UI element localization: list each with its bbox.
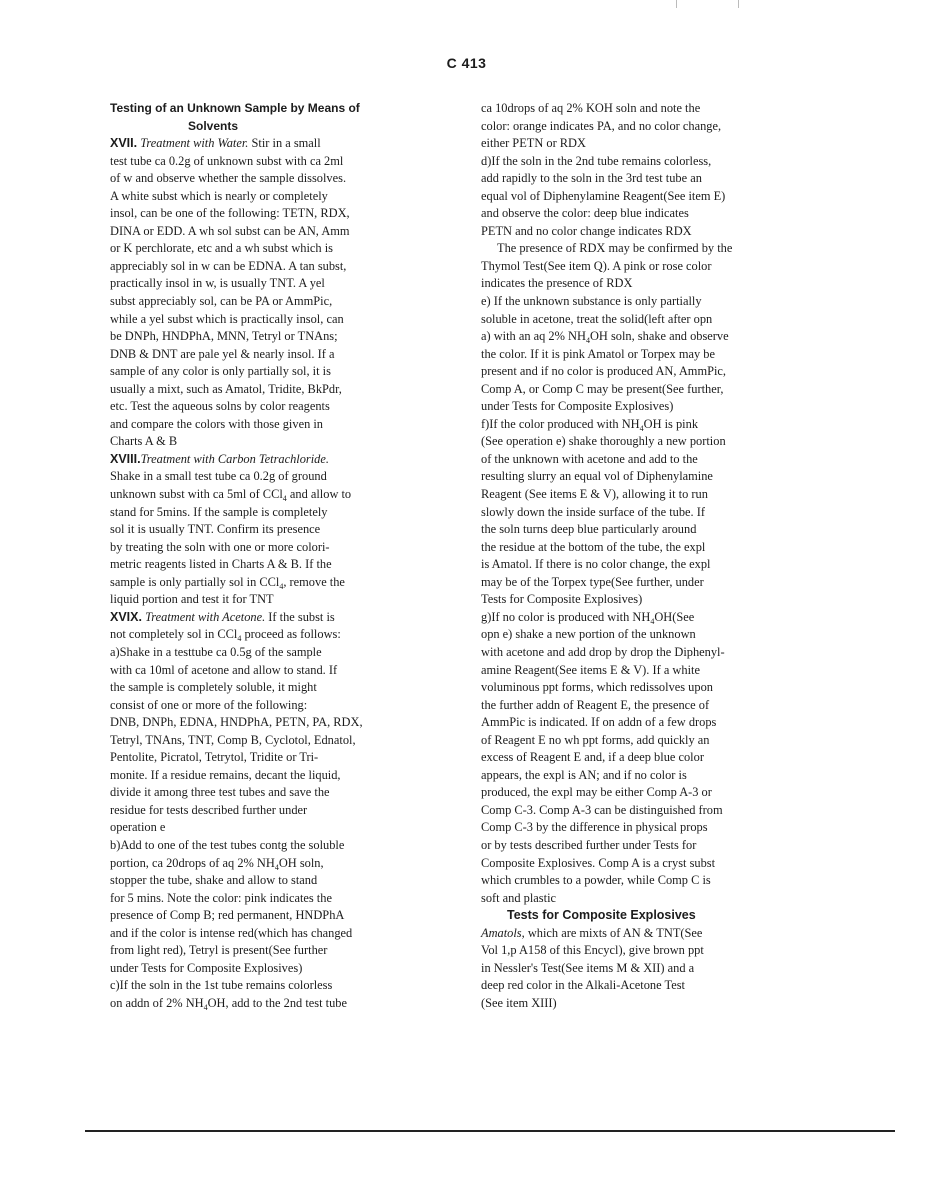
paragraph-line: is Amatol. If there is no color change, the expl — [481, 557, 711, 572]
paragraph-line: AmmPic is indicated. If on addn of a few drops — [481, 715, 717, 730]
paragraph-line: on addn of 2% $NH_4OH$, add to the 2nd test tube — [110, 995, 347, 1012]
paragraph-line: appreciably sol in w can be EDNA. A tan subst, — [110, 258, 347, 273]
roman-numeral: XVII. — [110, 136, 138, 151]
paragraph-line: under Tests for Composite Explosives) — [110, 960, 303, 975]
paragraph-line: may be of the Torpex type(See further, under — [481, 574, 704, 589]
paragraph-line: XVIX. Treatment with Acetone. If the subst is — [110, 609, 335, 624]
paragraph-line: PETN and no color change indicates RDX — [481, 223, 692, 238]
paragraph-line: Pentolite, Picratol, Tetrytol, Tridite or Tri- — [110, 750, 319, 765]
page-number: C 413 — [446, 55, 487, 71]
paragraph-line: voluminous ppt forms, which redissolves upon — [481, 680, 713, 695]
paragraph-line: Reagent (See items E & V), allowing it to run — [481, 487, 708, 502]
paragraph-line: Thymol Test(See item Q). A pink or rose color — [481, 258, 712, 273]
paragraph-line: and observe the color: deep blue indicates — [481, 206, 689, 221]
treatment-title: Treatment with Acetone. — [145, 609, 266, 624]
footer-rule — [85, 1130, 895, 1132]
treatment-title: Treatment with Carbon Tetrachloride. — [140, 451, 329, 466]
paragraph-line: the residue at the bottom of the tube, the expl — [481, 539, 706, 554]
treatment-title: Treatment with Water. — [140, 136, 249, 151]
paragraph-line: soluble in acetone, treat the solid(left after opn — [481, 311, 713, 326]
paragraph-line: present and if no color is produced AN, AmmPic, — [481, 364, 727, 379]
paragraph-line: for 5 mins. Note the color: pink indicates the — [110, 890, 332, 905]
section-heading-cont: Solvents — [188, 118, 239, 133]
paragraph-line: under Tests for Composite Explosives) — [481, 399, 674, 414]
paragraph-line: sol it is usually TNT. Confirm its presence — [110, 522, 321, 537]
term: Amatols, — [481, 925, 525, 940]
paragraph-line: usually a mixt, such as Amatol, Tridite, BkPdr, — [110, 381, 342, 396]
paragraph-line: appears, the expl is AN; and if no color is — [481, 767, 687, 782]
paragraph-line: A white subst which is nearly or completely — [110, 188, 328, 203]
paragraph-line: opn e) shake a new portion of the unknown — [481, 627, 696, 642]
paragraph-line: the soln turns deep blue particularly around — [481, 522, 697, 537]
paragraph-line: a) with an aq 2% $NH_4OH$ soln, shake and observe — [481, 329, 729, 346]
paragraph-line: d)If the soln in the 2nd tube remains colorless, — [481, 153, 712, 168]
paragraph-line: XVII. Treatment with Water. Stir in a small — [110, 136, 321, 151]
paragraph-line: of the unknown with acetone and add to the — [481, 451, 698, 466]
paragraph-line: unknown subst with ca 5ml of CCl$_4$ and allow to — [110, 487, 352, 504]
paragraph-line: sample is only partially sol in CCl$_4$, remove the — [110, 574, 345, 591]
paragraph-line: be DNPh, HNDPhA, MNN, Tetryl or TNAns; — [110, 329, 338, 344]
paragraph-line: equal vol of Diphenylamine Reagent(See item E) — [481, 188, 726, 203]
paragraph-line: test tube ca 0.2g of unknown subst with ca 2ml — [110, 153, 344, 168]
paragraph-line: of Reagent E no wh ppt forms, add quickly an — [481, 732, 710, 747]
paragraph-line: DINA or EDD. A wh sol subst can be AN, Amm — [110, 223, 350, 238]
paragraph-line: stand for 5mins. If the sample is completely — [110, 504, 328, 519]
section-heading: Testing of an Unknown Sample by Means of — [110, 101, 360, 115]
paragraph-line: produced, the expl may be either Comp A-3 or — [481, 785, 712, 800]
paragraph-line: The presence of RDX may be confirmed by the — [497, 241, 733, 256]
paragraph-line: while a yel subst which is practically insol, can — [110, 311, 344, 326]
roman-numeral: XVIII. — [110, 451, 141, 466]
paragraph-line: liquid portion and test it for TNT — [110, 592, 274, 607]
paragraph-line: either PETN or RDX — [481, 136, 586, 151]
paragraph-line: indicates the presence of RDX — [481, 276, 633, 291]
paragraph-line: which crumbles to a powder, while Comp C is — [481, 873, 711, 888]
paragraph-line: amine Reagent(See items E & V). If a white — [481, 662, 700, 677]
paragraph-line: of w and observe whether the sample dissolves. — [110, 171, 347, 186]
paragraph-line: Composite Explosives. Comp A is a cryst subst — [481, 855, 716, 870]
paragraph-line: by treating the soln with one or more colori- — [110, 539, 330, 554]
paragraph-line: g)If no color is produced with $NH_4OH(See$ — [481, 609, 695, 626]
paragraph-line: insol, can be one of the following: TETN, RDX, — [110, 206, 350, 221]
paragraph-line: the color. If it is pink Amatol or Torpex may be — [481, 346, 715, 361]
paragraph-line: color: orange indicates PA, and no color change, — [481, 118, 722, 133]
paragraph-line: Tetryl, TNAns, TNT, Comp B, Cyclotol, Ednatol, — [110, 732, 356, 747]
paragraph-line: sample of any color is only partially sol, it is — [110, 364, 331, 379]
paragraph-line: b)Add to one of the test tubes contg the soluble — [110, 837, 345, 852]
paragraph-line: the sample is completely soluble, it might — [110, 680, 317, 695]
paragraph-line: consist of one or more of the following: — [110, 697, 308, 712]
paragraph-line: operation e — [110, 820, 166, 835]
paragraph-line: with ca 10ml of acetone and allow to stand. If — [110, 662, 338, 677]
paragraph-line: c)If the soln in the 1st tube remains colorless — [110, 978, 333, 993]
paragraph-line: e) If the unknown substance is only partially — [481, 294, 702, 309]
roman-numeral: XVIX. — [110, 609, 142, 624]
paragraph-line: with acetone and add drop by drop the Diphenyl- — [481, 644, 725, 659]
paragraph-line: and if the color is intense red(which has changed — [110, 925, 353, 940]
paragraph-line: practically insol in w, is usually TNT. A yel — [110, 276, 325, 291]
paragraph-line: metric reagents listed in Charts A & B. If the — [110, 557, 332, 572]
paragraph-line: deep red color in the Alkali-Acetone Test — [481, 978, 685, 993]
paragraph-line: Shake in a small test tube ca 0.2g of ground — [110, 469, 327, 484]
paragraph-line: Comp C-3. Comp A-3 can be distinguished from — [481, 802, 723, 817]
paragraph-line: resulting slurry an equal vol of Diphenylamine — [481, 469, 713, 484]
paragraph-line: DNB, DNPh, EDNA, HNDPhA, PETN, PA, RDX, — [110, 715, 363, 730]
paragraph-line: Comp C-3 by the difference in physical props — [481, 820, 708, 835]
paragraph-line: stopper the tube, shake and allow to stand — [110, 873, 318, 888]
paragraph-line: not completely sol in CCl$_4$ proceed as follows: — [110, 627, 341, 644]
paragraph-line: ca 10drops of aq 2% KOH soln and note the — [481, 101, 701, 115]
paragraph-line: the further addn of Reagent E, the presence of — [481, 697, 710, 712]
subsection-heading: Tests for Composite Explosives — [507, 908, 696, 923]
paragraph-line: a)Shake in a testtube ca 0.5g of the sample — [110, 644, 322, 659]
paragraph-line: in Nessler's Test(See items M & XII) and a — [481, 960, 695, 975]
paragraph-line: excess of Reagent E and, if a deep blue color — [481, 750, 704, 765]
paragraph-line: subst appreciably sol, can be PA or AmmPic, — [110, 294, 333, 309]
paragraph-line: or by tests described further under Tests for — [481, 837, 697, 852]
paragraph-line: add rapidly to the soln in the 3rd test tube an — [481, 171, 702, 186]
paragraph-line: and compare the colors with those given in — [110, 416, 323, 431]
paragraph-line: divide it among three test tubes and save the — [110, 785, 330, 800]
paragraph-line — [110, 451, 448, 469]
left-column — [110, 100, 448, 1012]
paragraph-line: or K perchlorate, etc and a wh subst which is — [110, 241, 333, 256]
scan-mark — [738, 0, 739, 8]
scan-mark — [676, 0, 677, 8]
paragraph-line: Vol 1,p A158 of this Encycl), give brown ppt — [481, 943, 704, 958]
paragraph-line: (See item XIII) — [481, 995, 557, 1010]
paragraph-line: soft and plastic — [481, 890, 557, 905]
paragraph-line: slowly down the inside surface of the tube. If — [481, 504, 706, 519]
paragraph-line: Amatols, which are mixts of AN & TNT(See — [481, 925, 703, 940]
paragraph-line: (See operation e) shake thoroughly a new portion — [481, 434, 726, 449]
paragraph-line: Tests for Composite Explosives) — [481, 592, 643, 607]
paragraph-line: portion, ca 20drops of aq 2% $NH_4OH$ soln, — [110, 855, 324, 872]
paragraph-line: presence of Comp B; red permanent, HNDPhA — [110, 908, 345, 923]
paragraph-line: residue for tests described further under — [110, 802, 308, 817]
paragraph-line: f)If the color produced with $NH_4OH$ is pink — [481, 416, 699, 433]
paragraph-line: etc. Test the aqueous solns by color reagents — [110, 399, 330, 414]
paragraph-line: Charts A & B — [110, 434, 178, 449]
right-column — [481, 100, 811, 1012]
paragraph-line: Comp A, or Comp C may be present(See further, — [481, 381, 724, 396]
paragraph-line: DNB & DNT are pale yel & nearly insol. If a — [110, 346, 335, 361]
paragraph-line: monite. If a residue remains, decant the liquid, — [110, 767, 341, 782]
paragraph-line: from light red), Tetryl is present(See further — [110, 943, 328, 958]
